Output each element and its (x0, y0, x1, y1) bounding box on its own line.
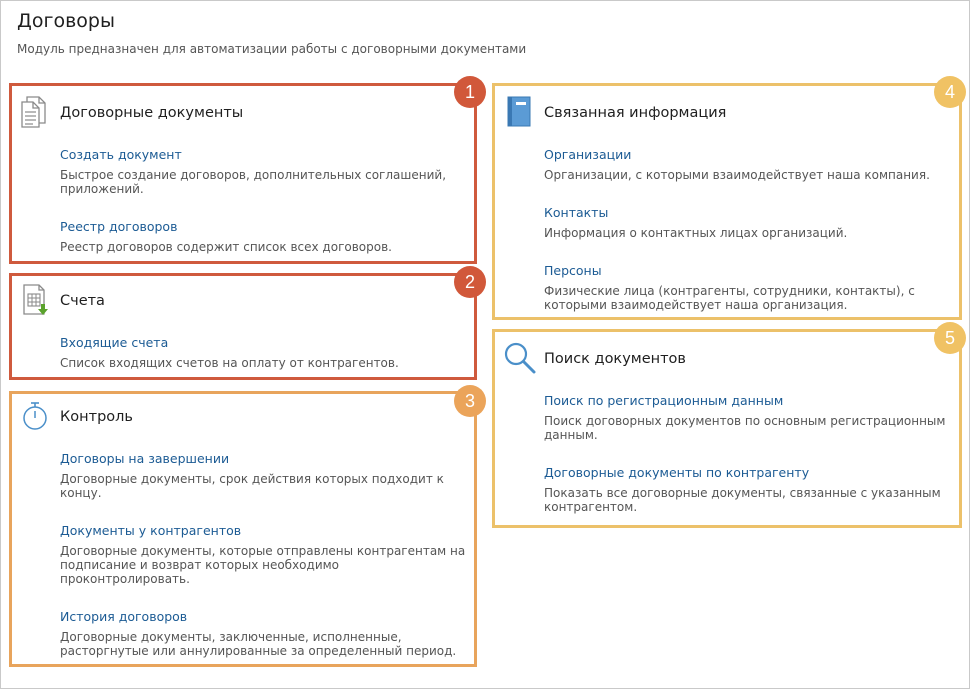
card-title: Счета (60, 293, 105, 309)
create-document-desc: Быстрое создание договоров, дополнительных соглашений, приложений. (60, 168, 447, 196)
stopwatch-icon (21, 400, 49, 436)
card-number-badge: 2 (454, 266, 486, 298)
card-control (9, 391, 477, 667)
contracts-registry-desc: Реестр договоров содержит список всех договоров. (60, 240, 392, 254)
card-document-search (492, 329, 962, 528)
book-icon (506, 95, 534, 133)
card-title: Связанная информация (544, 105, 727, 121)
documents-icon (18, 95, 50, 133)
card-contract-documents (9, 83, 477, 264)
contracts-history-desc: Договорные документы, заключенные, исполненные, расторгнутые или аннулированные за определенный период. (60, 630, 457, 658)
card-title: Поиск документов (544, 351, 686, 367)
card-number-badge: 1 (454, 76, 486, 108)
organizations-link[interactable]: Организации (544, 147, 632, 162)
contacts-desc: Информация о контактных лицах организаций. (544, 226, 848, 240)
card-title: Контроль (60, 409, 133, 425)
contracts-registry-link[interactable]: Реестр договоров (60, 219, 178, 234)
search-by-registration-link[interactable]: Поиск по регистрационным данным (544, 393, 784, 408)
incoming-invoices-desc: Список входящих счетов на оплату от контрагентов. (60, 356, 399, 370)
documents-by-counterparty-desc: Показать все договорные документы, связанные с указанным контрагентом. (544, 486, 941, 514)
contacts-link[interactable]: Контакты (544, 205, 609, 220)
card-number-badge: 5 (934, 322, 966, 354)
incoming-invoices-link[interactable]: Входящие счета (60, 335, 169, 350)
documents-by-counterparty-link[interactable]: Договорные документы по контрагенту (544, 465, 810, 480)
persons-link[interactable]: Персоны (544, 263, 602, 278)
card-number-badge: 3 (454, 385, 486, 417)
expiring-contracts-desc: Договорные документы, срок действия которых подходит к концу. (60, 472, 444, 500)
contracts-history-link[interactable]: История договоров (60, 609, 188, 624)
documents-at-counterparties-link[interactable]: Документы у контрагентов (60, 523, 242, 538)
search-icon (503, 341, 537, 379)
card-invoices (9, 273, 477, 380)
create-document-link[interactable]: Создать документ (60, 147, 182, 162)
documents-at-counterparties-desc: Договорные документы, которые отправлены контрагентам на подписание и возврат которых необходимо проконтролировать. (60, 544, 466, 586)
card-related-information (492, 83, 962, 320)
organizations-desc: Организации, с которыми взаимодействует наша компания. (544, 168, 930, 182)
persons-desc: Физические лица (контрагенты, сотрудники, контакты), с которыми взаимодействует наша организация. (544, 284, 915, 312)
page-title: Договоры (17, 10, 115, 32)
card-number-badge: 4 (934, 76, 966, 108)
card-title: Договорные документы (60, 105, 244, 121)
search-by-registration-desc: Поиск договорных документов по основным регистрационным данным. (544, 414, 946, 442)
invoice-download-icon (21, 283, 51, 321)
page-subtitle: Модуль предназначен для автоматизации работы с договорными документами (17, 42, 527, 56)
expiring-contracts-link[interactable]: Договоры на завершении (60, 451, 230, 466)
